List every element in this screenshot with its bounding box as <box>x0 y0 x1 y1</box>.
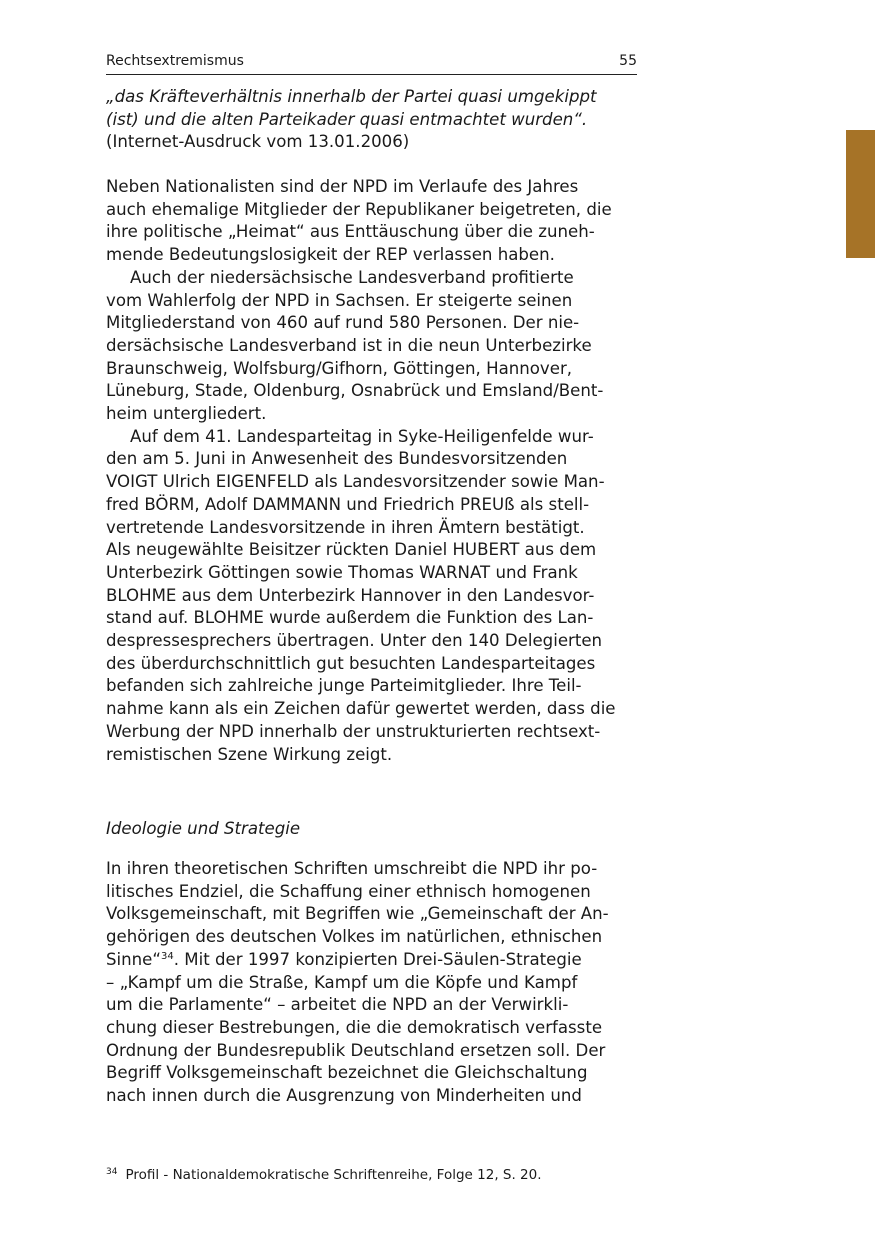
text-line: gehörigen des deutschen Volkes im natürlichen, ethnischen <box>106 927 603 947</box>
text-line: Ordnung der Bundesrepublik Deutschland ersetzen soll. Der <box>106 1040 606 1060</box>
text-line: Braunschweig, Wolfsburg/Gifhorn, Göttingen, Hannover, <box>106 358 573 378</box>
text-line: Volksgemeinschaft, mit Begriffen wie „Gemeinschaft der An- <box>106 904 609 924</box>
text-line: ihre politische „Heimat“ aus Enttäuschung über die zuneh- <box>106 222 595 242</box>
footnote-text: Profil - Nationaldemokratische Schriftenreihe, Folge 12, S. 20. <box>125 1167 542 1183</box>
text-line: Werbung der NPD innerhalb der unstrukturierten rechtsext- <box>106 721 601 741</box>
text-line: Als neugewählte Beisitzer rückten Daniel HUBERT aus dem <box>106 540 597 560</box>
text-line: In ihren theoretischen Schriften umschreibt die NPD ihr po- <box>106 859 598 878</box>
text-line: Unterbezirk Göttingen sowie Thomas WARNAT und Frank <box>106 562 578 582</box>
running-title: Rechtsextremismus <box>106 53 244 69</box>
quote-line: (ist) und die alten Parteikader quasi entmachtet wurden“. <box>106 109 588 129</box>
quote-line: „das Kräfteverhältnis innerhalb der Partei quasi umgekippt <box>106 87 597 106</box>
text-line: Begriff Volksgemeinschaft bezeichnet die Gleichschaltung <box>106 1063 588 1083</box>
text-line: chung dieser Bestrebungen, die die demokratisch verfasste <box>106 1017 603 1037</box>
text-line: Auch der niedersächsische Landesverband profitierte <box>130 267 574 287</box>
text-line: remistischen Szene Wirkung zeigt. <box>106 744 393 764</box>
text-line: vom Wahlerfolg der NPD in Sachsen. Er steigerte seinen <box>106 290 573 310</box>
chapter-thumb-tab <box>846 130 875 258</box>
text-line: nach innen durch die Ausgrenzung von Minderheiten und <box>106 1086 582 1106</box>
section-heading: Ideologie und Strategie <box>106 819 301 838</box>
text-line: Lüneburg, Stade, Oldenburg, Osnabrück und Emsland/Bent- <box>106 381 604 401</box>
text-line: vertretende Landesvorsitzende in ihren Ämtern bestätigt. <box>106 517 585 537</box>
text-line: VOIGT Ulrich EIGENFELD als Landesvorsitzender sowie Man- <box>106 472 605 492</box>
note-line-text: Sinne“ <box>106 949 161 969</box>
footnote-number: 34 <box>106 1167 118 1177</box>
text-line: befanden sich zahlreiche junge Parteimitglieder. Ihre Teil- <box>106 676 582 696</box>
text-line: um die Parlamente“ – arbeitet die NPD an der Verwirkli- <box>106 995 569 1015</box>
text-line: des überdurchschnittlich gut besuchten Landesparteitages <box>106 653 596 673</box>
text-line: heim untergliedert. <box>106 404 267 424</box>
text-line: Neben Nationalisten sind der NPD im Verlaufe des Jahres <box>106 177 579 196</box>
text-line: nahme kann als ein Zeichen dafür gewertet werden, dass die <box>106 699 616 719</box>
footnote <box>106 1163 542 1184</box>
text-line: Auf dem 41. Landesparteitag in Syke-Heiligenfelde wur- <box>130 426 594 446</box>
quote-block <box>106 86 637 154</box>
running-header <box>106 52 637 75</box>
footnote-reference[interactable]: 34 <box>160 950 174 962</box>
text-line: Mitgliederstand von 460 auf rund 580 Personen. Der nie- <box>106 313 580 333</box>
text-line: BLOHME aus dem Unterbezirk Hannover in den Landesvor- <box>106 585 595 605</box>
body-text <box>106 176 637 766</box>
text-line: despressesprechers übertragen. Unter den 140 Delegierten <box>106 631 603 651</box>
text-line-with-note <box>106 949 637 972</box>
text-line: auch ehemalige Mitglieder der Republikaner beigetreten, die <box>106 199 612 219</box>
text-line: mende Bedeutungslosigkeit der REP verlassen haben. <box>106 245 555 265</box>
text-line: stand auf. BLOHME wurde außerdem die Funktion des Lan- <box>106 608 594 628</box>
text-line: den am 5. Juni in Anwesenheit des Bundesvorsitzenden <box>106 449 568 469</box>
text-line: dersächsische Landesverband ist in die neun Unterbezirke <box>106 335 592 355</box>
page-number: 55 <box>619 53 637 69</box>
text-line: fred BÖRM, Adolf DAMMANN und Friedrich PREUß als stell- <box>106 494 590 514</box>
text-line: – „Kampf um die Straße, Kampf um die Köpfe und Kampf <box>106 972 578 992</box>
note-line-rest: . Mit der 1997 konzipierten Drei-Säulen-Strategie <box>173 949 582 969</box>
section-text <box>106 858 637 1108</box>
text-line: litisches Endziel, die Schaffung einer ethnisch homogenen <box>106 881 591 901</box>
quote-source: (Internet-Ausdruck vom 13.01.2006) <box>106 132 410 152</box>
